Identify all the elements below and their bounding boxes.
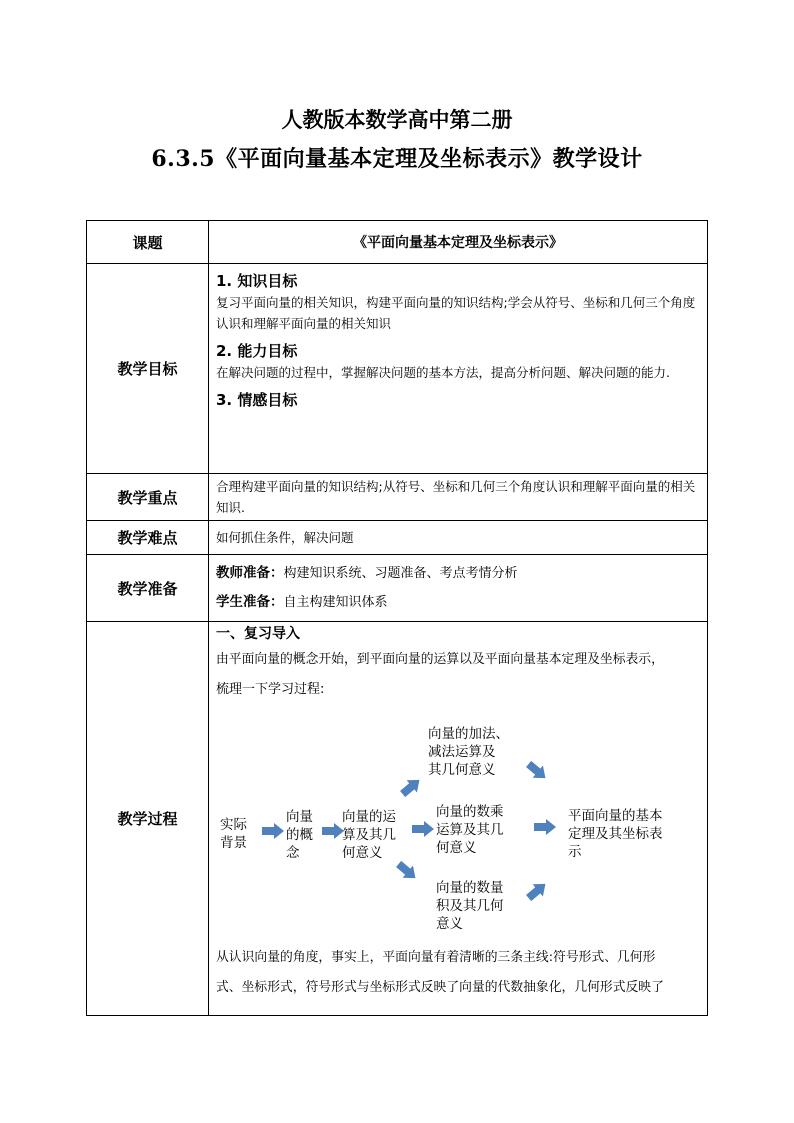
knowledge-flowchart [216,713,701,943]
flow-arrow-up-right [397,774,424,800]
row-objectives [87,264,708,474]
flow-arrow-right-3 [412,821,434,837]
objectives-content [209,264,708,474]
key-points-label: 教学重点 [87,474,209,521]
flow-arrow-down-right [393,858,420,884]
flow-node-scalar-multiplication: 向量的数乘 运算及其几 何意义 [436,804,504,856]
preparation-label: 教学准备 [87,555,209,622]
flow-arrow-right-1 [262,823,284,839]
flow-arrow-to-theorem-down [523,758,550,784]
student-prep [216,588,701,617]
teacher-prep [216,559,701,588]
document-title-line1: 人教版本数学高中第二册 [281,107,513,132]
process-line-1: 由平面向量的概念开始，到平面向量的运算以及平面向量基本定理及坐标表示， [216,652,664,667]
topic-label: 课题 [87,221,209,264]
key-points-content [209,474,708,521]
difficulties-label: 教学难点 [87,521,209,555]
row-difficulties [87,521,708,555]
process-content [209,622,708,1016]
key-points-text: 合理构建平面向量的知识结构;从符号、坐标和几何三个角度认识和理解平面向量的相关知识. [216,479,696,515]
objective-heading-ability: 2. 能力目标 [216,342,298,360]
flow-node-vector-operations: 向量的运 算及其几 何意义 [342,809,396,861]
process-after-line-2: 式、坐标形式，符号形式与坐标形式反映了向量的代数抽象化，几何形式反映了 [216,980,664,995]
flow-node-dot-product: 向量的数量 积及其几何 意义 [436,880,504,932]
objective-text-ability: 在解决问题的过程中，掌握解决问题的基本方法，提高分析问题、解决问题的能力. [216,365,670,380]
topic-value: 《平面向量基本定理及坐标表示》 [209,221,708,264]
student-prep-value: 自主构建知识体系 [283,595,388,610]
teacher-prep-label: 教师准备： [216,565,284,581]
row-key-points [87,474,708,521]
flow-node-add-subtract: 向量的加法、 减法运算及 其几何意义 [428,726,509,778]
flow-node-real-background: 实际 背景 [220,817,247,851]
objective-text-knowledge: 复习平面向量的相关知识，构建平面向量的知识结构;学会从符号、坐标和几何三个角度认识和理解平面向量的相关知识 [216,295,696,331]
objective-heading-knowledge: 1. 知识目标 [216,272,298,290]
preparation-content [209,555,708,622]
lesson-plan-table [86,220,708,1016]
objective-heading-emotion: 3. 情感目标 [216,391,298,409]
row-process [87,622,708,1016]
process-label: 教学过程 [87,622,209,1016]
process-after-line-1: 从认识向量的角度，事实上，平面向量有着清晰的三条主线:符号形式、几何形 [216,950,656,965]
flow-node-vector-concept: 向量 的概 念 [286,809,313,861]
teacher-prep-value: 构建知识系统、习题准备、考点考情分析 [283,566,518,581]
row-topic [87,221,708,264]
difficulties-text: 如何抓住条件，解决问题 [216,530,354,545]
difficulties-content [209,521,708,555]
flow-arrow-to-theorem-up [523,878,550,904]
flow-arrow-to-theorem [534,819,556,835]
flow-arrow-right-2 [322,823,344,839]
process-line-2: 梳理一下学习过程: [216,682,325,697]
student-prep-label: 学生准备： [216,594,284,610]
row-preparation [87,555,708,622]
flow-node-basic-theorem: 平面向量的基本 定理及其坐标表 示 [568,808,663,860]
process-section-heading: 一、复习导入 [216,626,300,642]
objectives-label: 教学目标 [87,264,209,474]
document-title-line2: 6.3.5《平面向量基本定理及坐标表示》教学设计 [151,146,643,172]
